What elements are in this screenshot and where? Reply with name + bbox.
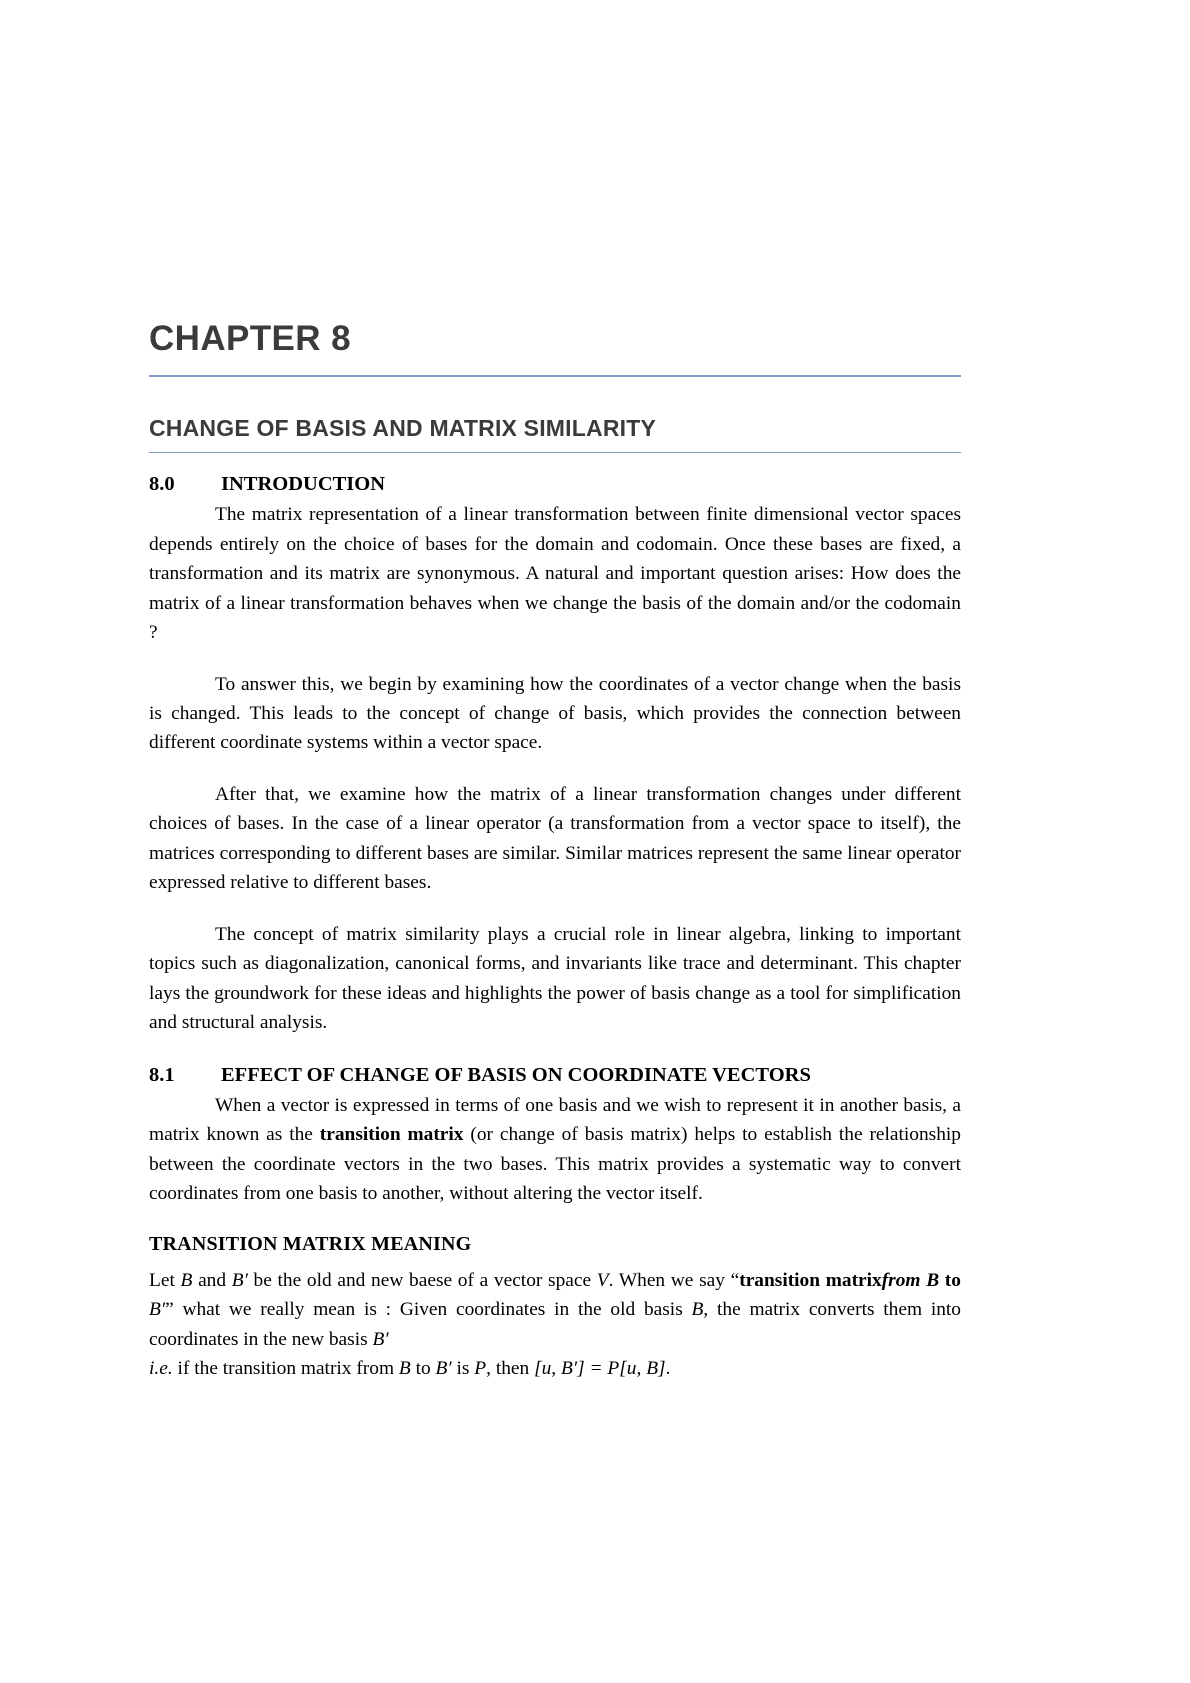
intro-paragraph-3: After that, we examine how the matrix of a linear transformation changes under different choices of bases. In the case of a linear operator (a transformation from a vector space to itself), the matrices corresponding to different bases are similar. Similar matrices represent the same linear operator expressed relative to different bases. bbox=[149, 783, 961, 894]
intro-paragraph-2: To answer this, we begin by examining how the coordinates of a vector change when the basis is changed. This leads to the concept of change of basis, which provides the connection between different coordinate systems within a vector space. bbox=[149, 673, 961, 754]
meaning-bold-from: from bbox=[881, 1269, 927, 1291]
symbol-B-prime-4: B′ bbox=[435, 1358, 452, 1380]
transition-formula: [u, B′] = P[u, B] bbox=[534, 1358, 666, 1380]
symbol-B-2: B bbox=[691, 1299, 704, 1321]
effect-paragraph-part2: (or change of basis matrix) helps to establish the relationship between the coordinate vectors in the two bases. This matrix provides a systematic way to convert coordinates from one basis to another, without altering the vector itself. bbox=[149, 1124, 961, 1205]
section-heading-8-0 bbox=[149, 473, 961, 496]
ie-abbreviation: i.e. bbox=[149, 1358, 173, 1380]
transition-matrix-meaning-heading: TRANSITION MATRIX MEANING bbox=[149, 1232, 472, 1255]
meaning-text-rest: ” what we really mean is : Given coordinates in the old basis bbox=[165, 1299, 692, 1321]
symbol-P: P bbox=[474, 1358, 487, 1380]
chapter-divider-rule bbox=[149, 375, 961, 377]
meaning-bold-transition-matrix: transition matrix bbox=[739, 1269, 882, 1291]
subject-divider-rule bbox=[149, 452, 961, 454]
symbol-B-prime-1: B′ bbox=[231, 1269, 248, 1291]
section-heading-8-1 bbox=[149, 1064, 961, 1087]
meaning-text-c: be the old and new baese of a vector space bbox=[247, 1269, 597, 1291]
equation-text-d: , then bbox=[486, 1358, 535, 1380]
symbol-B-bold: B bbox=[926, 1269, 940, 1291]
effect-paragraph-bold-term: transition matrix bbox=[319, 1124, 464, 1146]
subject-title: CHANGE OF BASIS AND MATRIX SIMILARITY bbox=[149, 414, 657, 441]
equation-period: . bbox=[665, 1358, 671, 1380]
section-number-8-1: 8.1 bbox=[149, 1063, 175, 1086]
symbol-B-3: B bbox=[398, 1358, 411, 1380]
section-title-8-1: EFFECT OF CHANGE OF BASIS ON COORDINATE VECTORS bbox=[221, 1063, 811, 1086]
symbol-V: V bbox=[596, 1269, 609, 1291]
meaning-bold-to: to bbox=[939, 1269, 961, 1291]
intro-paragraph-1: The matrix representation of a linear transformation between finite dimensional vector spaces depends entirely on the choice of bases for the domain and codomain. Once these bases are fixed, a transformation and its matrix are synonymous. A natural and important question arises: How does the matrix of a linear transformation behaves when we change the basis of the domain and/or the codomain ? bbox=[149, 504, 961, 644]
effect-paragraph-part1: When a vector is expressed in terms of one basis and we wish to represent it in another basis, a matrix known as the bbox=[149, 1094, 961, 1146]
page-content bbox=[149, 320, 961, 1384]
symbol-B-prime-2: B′ bbox=[149, 1299, 166, 1321]
symbol-B-prime-3: B′ bbox=[372, 1328, 389, 1350]
meaning-text-b: and bbox=[192, 1269, 232, 1291]
equation-text-c: is bbox=[451, 1358, 475, 1380]
intro-paragraph-4: The concept of matrix similarity plays a crucial role in linear algebra, linking to important topics such as diagonalization, canonical forms, and invariants like trace and determinant. This chapter lays the groundwork for these ideas and highlights the power of basis change as a tool for simplification and structural analysis. bbox=[149, 923, 961, 1034]
meaning-text-a: Let bbox=[149, 1269, 181, 1291]
section-title-8-0: INTRODUCTION bbox=[221, 473, 386, 496]
equation-text-b: to bbox=[410, 1358, 436, 1380]
meaning-paragraph bbox=[149, 1266, 961, 1354]
meaning-text-tail: , the matrix converts them into coordinates in the new basis bbox=[149, 1299, 961, 1350]
equation-text-a: if the transition matrix from bbox=[172, 1358, 399, 1380]
symbol-B-1: B bbox=[180, 1269, 193, 1291]
section-number-8-0: 8.0 bbox=[149, 473, 175, 496]
chapter-title: CHAPTER 8 bbox=[149, 319, 351, 358]
equation-line bbox=[149, 1354, 961, 1383]
meaning-text-d: . When we say “ bbox=[608, 1269, 740, 1291]
effect-paragraph bbox=[149, 1091, 961, 1209]
